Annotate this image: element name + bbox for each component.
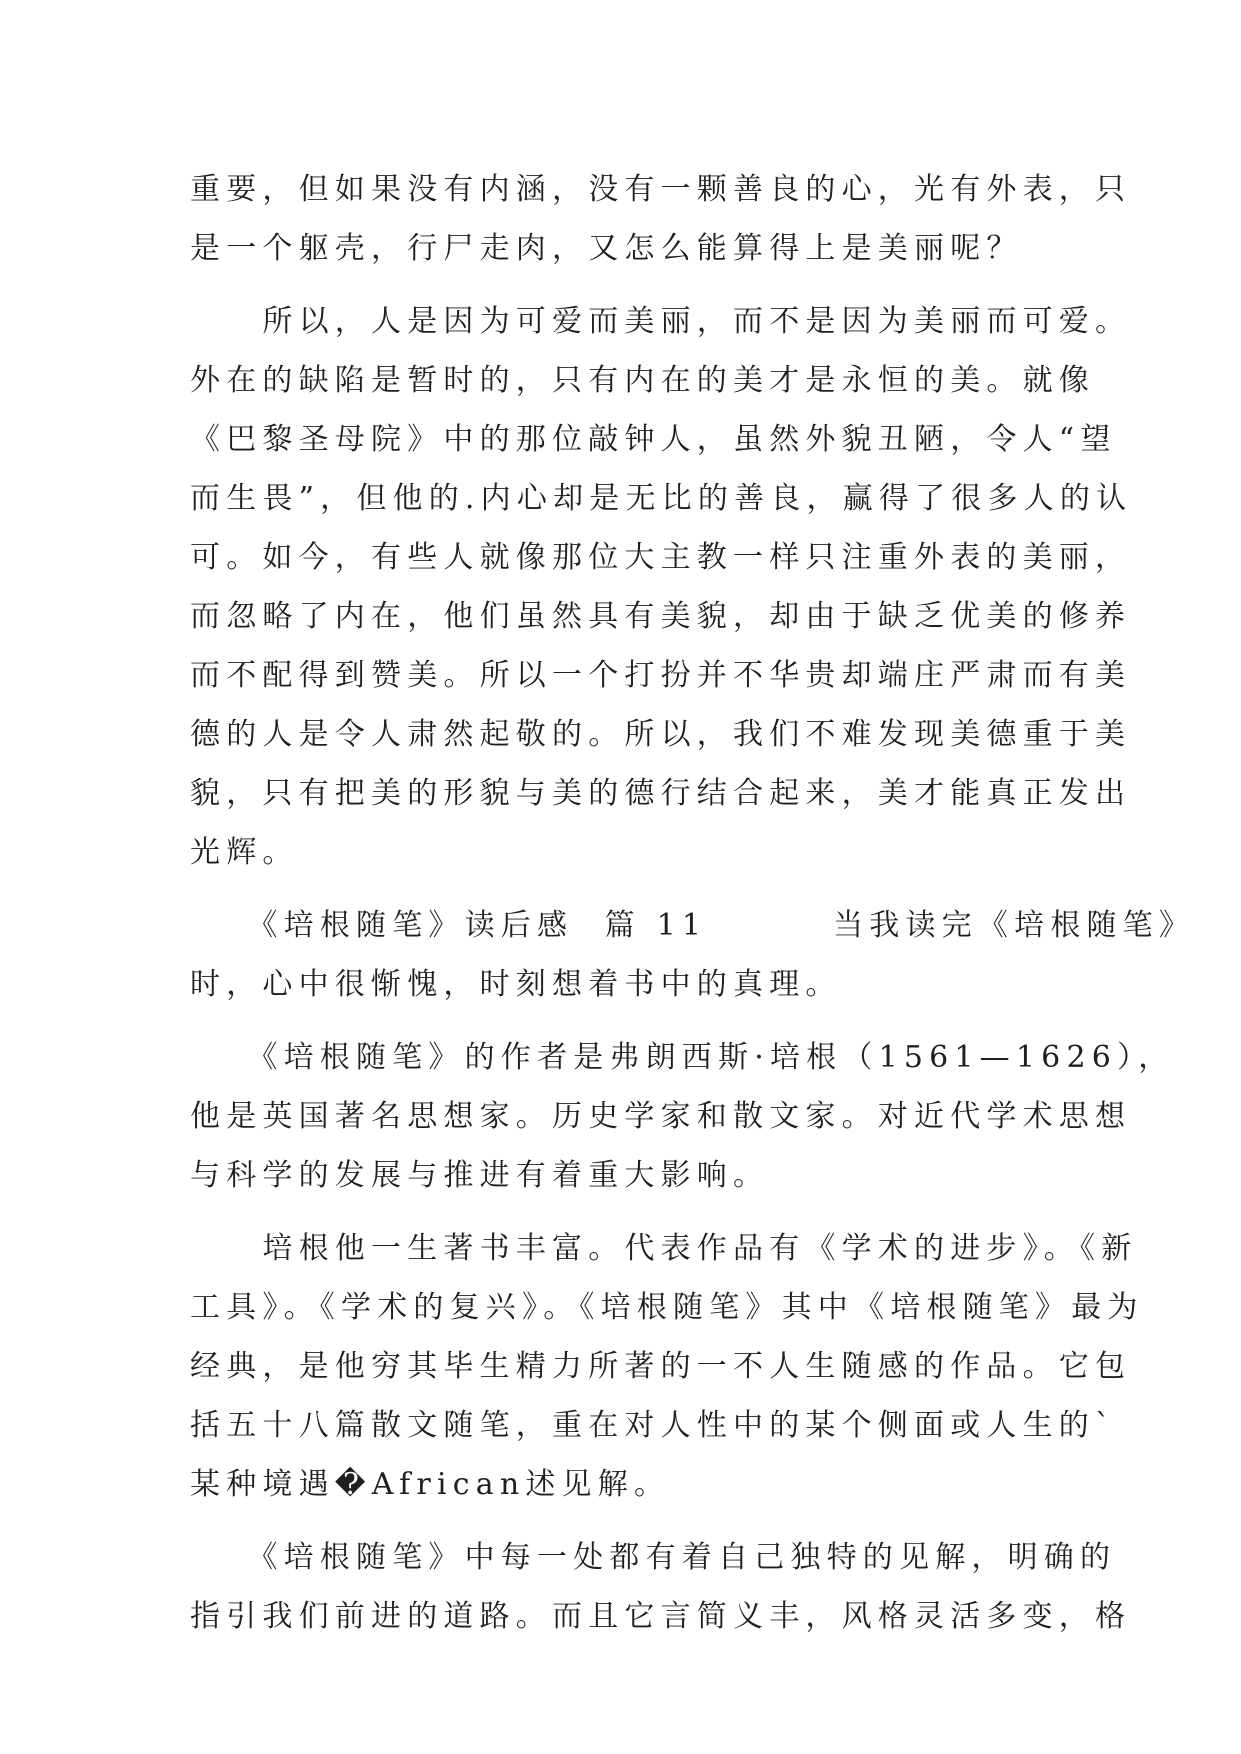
text-line: 德的人是令人肃然起敬的。所以，我们不难发现美德重于美 xyxy=(190,717,1132,752)
text-line: 所以，人是因为可爱而美丽，而不是因为美丽而可爱。 xyxy=(190,304,1132,339)
text-line: 时，心中很惭愧，时刻想着书中的真理。 xyxy=(190,967,842,1002)
text-line: 培根他一生著书丰富。代表作品有《学术的进步》。《新 xyxy=(190,1231,1138,1266)
text-line: 而忽略了内在，他们虽然具有美貌，却由于缺乏优美的修养 xyxy=(190,599,1132,634)
text-line: 括五十八篇散文随笔，重在对人性中的某个侧面或人生的` xyxy=(190,1408,1117,1443)
text-line: 《培根随笔》读后感 篇 11 当我读完《培根随笔》 xyxy=(190,908,1196,943)
body-text xyxy=(190,160,1196,1646)
text-line: 重要，但如果没有内涵，没有一颗善良的心，光有外表，只 xyxy=(190,172,1132,207)
text-line: 《培根随笔》的作者是弗朗西斯·培根（1561—1626）， xyxy=(190,1040,1175,1075)
text-line: 《培根随笔》中每一处都有着自己独特的见解，明确的 xyxy=(190,1540,1117,1575)
text-line: 经典，是他穷其毕生精力所著的一不人生随感的作品。它包 xyxy=(190,1349,1132,1384)
paragraph xyxy=(190,896,1196,1014)
paragraph xyxy=(190,1028,1175,1205)
text-line: 貌，只有把美的形貌与美的德行结合起来，美才能真正发出 xyxy=(190,776,1132,811)
paragraph xyxy=(190,1528,1132,1646)
paragraph xyxy=(190,1219,1144,1514)
text-line: 指引我们前进的道路。而且它言简义丰，风格灵活多变，格 xyxy=(190,1599,1132,1634)
text-line: 《巴黎圣母院》中的那位敲钟人，虽然外貌丑陋，令人“望 xyxy=(190,422,1117,457)
paragraph xyxy=(190,292,1133,882)
text-line: 可。如今，有些人就像那位大主教一样只注重外表的美丽， xyxy=(190,540,1132,575)
text-line: 外在的缺陷是暂时的，只有内在的美才是永恒的美。就像 xyxy=(190,363,1095,398)
text-line: 与科学的发展与推进有着重大影响。 xyxy=(190,1158,770,1193)
text-line: 而不配得到赞美。所以一个打扮并不华贵却端庄严肃而有美 xyxy=(190,658,1132,693)
text-line: 而生畏”，但他的.内心却是无比的善良，赢得了很多人的认 xyxy=(190,481,1133,516)
paragraph xyxy=(190,160,1132,278)
text-line: 他是英国著名思想家。历史学家和散文家。对近代学术思想 xyxy=(190,1099,1132,1134)
text-line: 工具》。《学术的复兴》。《培根随笔》其中《培根随笔》最为 xyxy=(190,1290,1144,1325)
text-line: 光辉。 xyxy=(190,835,299,870)
text-line: 某种境遇�African述见解。 xyxy=(190,1467,671,1502)
text-line: 是一个躯壳，行尸走肉，又怎么能算得上是美丽呢？ xyxy=(190,231,1023,266)
